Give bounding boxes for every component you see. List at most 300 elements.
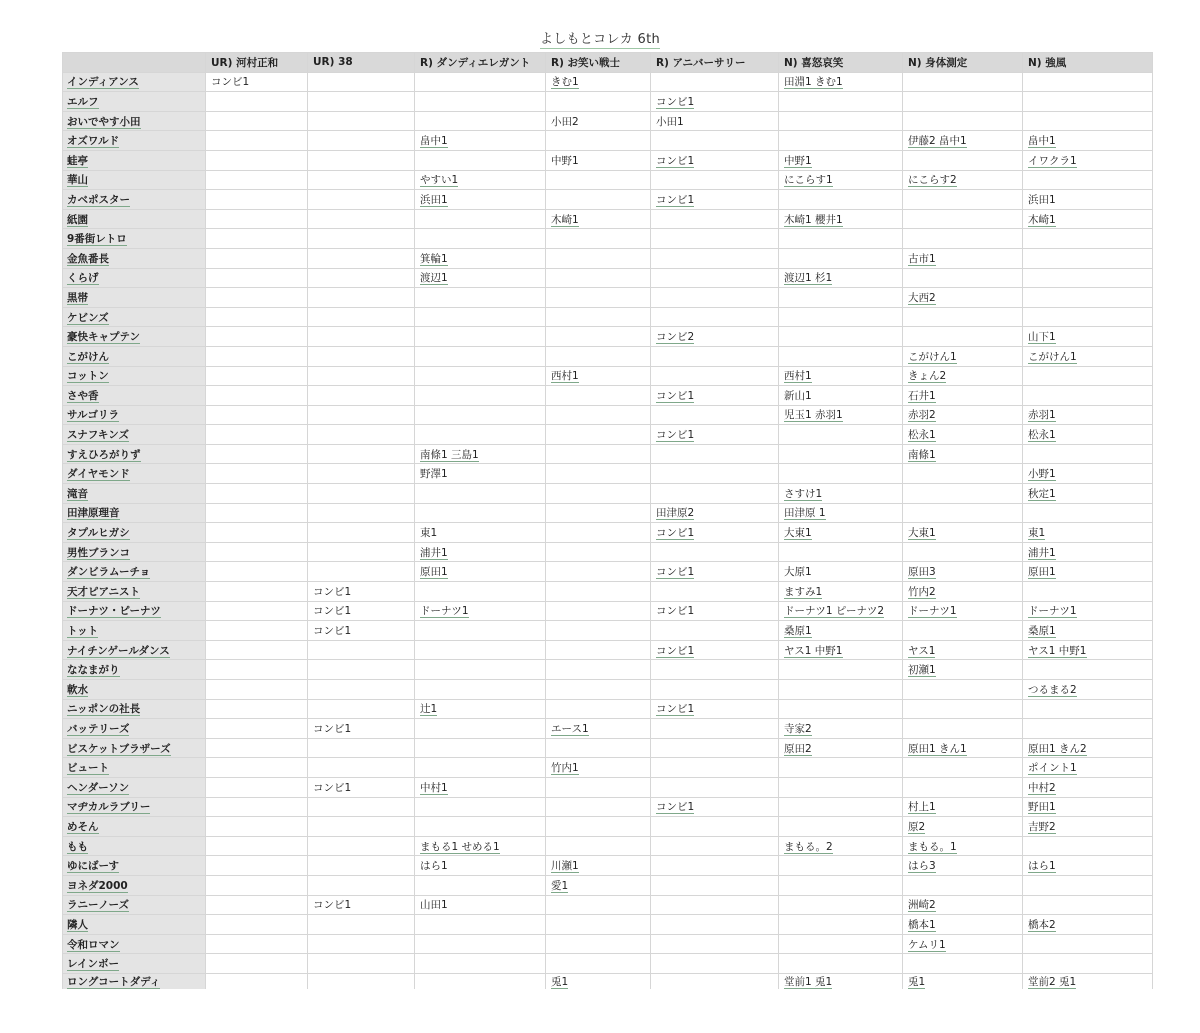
table-cell[interactable] xyxy=(415,170,546,190)
table-cell[interactable] xyxy=(903,915,1023,935)
table-cell[interactable] xyxy=(546,170,651,190)
table-cell[interactable] xyxy=(651,797,779,817)
table-cell[interactable] xyxy=(206,72,308,92)
table-cell[interactable] xyxy=(415,601,546,621)
table-cell[interactable] xyxy=(903,973,1023,989)
table-cell[interactable] xyxy=(779,523,903,543)
table-cell[interactable] xyxy=(546,131,651,151)
table-cell[interactable] xyxy=(651,973,779,989)
table-cell[interactable] xyxy=(206,660,308,680)
table-cell[interactable] xyxy=(206,934,308,954)
table-cell[interactable] xyxy=(903,346,1023,366)
table-cell[interactable] xyxy=(651,582,779,602)
table-cell[interactable] xyxy=(903,875,1023,895)
table-cell[interactable] xyxy=(206,738,308,758)
table-cell[interactable] xyxy=(651,366,779,386)
table-cell[interactable] xyxy=(206,386,308,406)
table-cell[interactable] xyxy=(206,444,308,464)
table-cell[interactable] xyxy=(1023,562,1153,582)
table-cell[interactable] xyxy=(308,327,415,347)
table-cell[interactable] xyxy=(651,170,779,190)
table-cell[interactable] xyxy=(1023,973,1153,989)
table-cell[interactable] xyxy=(206,268,308,288)
table-cell[interactable] xyxy=(546,954,651,974)
table-cell[interactable] xyxy=(546,875,651,895)
table-cell[interactable] xyxy=(903,229,1023,249)
table-cell[interactable] xyxy=(546,346,651,366)
table-cell[interactable] xyxy=(651,738,779,758)
table-cell[interactable] xyxy=(206,464,308,484)
table-cell[interactable] xyxy=(206,542,308,562)
table-cell[interactable] xyxy=(651,817,779,837)
table-cell[interactable] xyxy=(415,288,546,308)
table-cell[interactable] xyxy=(308,719,415,739)
table-cell[interactable] xyxy=(651,621,779,641)
table-cell[interactable] xyxy=(546,209,651,229)
table-cell[interactable] xyxy=(415,562,546,582)
table-cell[interactable] xyxy=(651,248,779,268)
table-cell[interactable] xyxy=(779,307,903,327)
table-cell[interactable] xyxy=(1023,680,1153,700)
table-cell[interactable] xyxy=(1023,307,1153,327)
table-cell[interactable] xyxy=(206,621,308,641)
table-cell[interactable] xyxy=(651,875,779,895)
table-cell[interactable] xyxy=(779,601,903,621)
table-cell[interactable] xyxy=(415,895,546,915)
table-cell[interactable] xyxy=(546,582,651,602)
table-cell[interactable] xyxy=(903,954,1023,974)
table-cell[interactable] xyxy=(779,366,903,386)
table-cell[interactable] xyxy=(206,111,308,131)
table-cell[interactable] xyxy=(779,111,903,131)
table-cell[interactable] xyxy=(546,405,651,425)
table-cell[interactable] xyxy=(308,640,415,660)
table-cell[interactable] xyxy=(903,366,1023,386)
table-cell[interactable] xyxy=(903,444,1023,464)
table-cell[interactable] xyxy=(1023,640,1153,660)
table-cell[interactable] xyxy=(651,640,779,660)
table-cell[interactable] xyxy=(903,523,1023,543)
table-cell[interactable] xyxy=(903,680,1023,700)
table-cell[interactable] xyxy=(651,934,779,954)
table-cell[interactable] xyxy=(206,229,308,249)
table-cell[interactable] xyxy=(903,836,1023,856)
table-cell[interactable] xyxy=(651,464,779,484)
table-cell[interactable] xyxy=(206,405,308,425)
table-cell[interactable] xyxy=(903,582,1023,602)
table-cell[interactable] xyxy=(1023,111,1153,131)
table-cell[interactable] xyxy=(546,699,651,719)
table-cell[interactable] xyxy=(903,895,1023,915)
table-cell[interactable] xyxy=(308,131,415,151)
table-cell[interactable] xyxy=(903,92,1023,112)
table-cell[interactable] xyxy=(415,640,546,660)
table-cell[interactable] xyxy=(651,503,779,523)
table-cell[interactable] xyxy=(415,915,546,935)
table-cell[interactable] xyxy=(206,915,308,935)
table-cell[interactable] xyxy=(903,503,1023,523)
table-cell[interactable] xyxy=(651,719,779,739)
table-cell[interactable] xyxy=(308,954,415,974)
table-cell[interactable] xyxy=(903,640,1023,660)
table-cell[interactable] xyxy=(546,150,651,170)
table-cell[interactable] xyxy=(206,582,308,602)
table-cell[interactable] xyxy=(546,562,651,582)
table-cell[interactable] xyxy=(415,484,546,504)
table-cell[interactable] xyxy=(1023,601,1153,621)
table-cell[interactable] xyxy=(651,288,779,308)
table-cell[interactable] xyxy=(415,680,546,700)
table-cell[interactable] xyxy=(903,817,1023,837)
table-cell[interactable] xyxy=(546,464,651,484)
table-cell[interactable] xyxy=(206,327,308,347)
table-cell[interactable] xyxy=(1023,719,1153,739)
table-cell[interactable] xyxy=(308,836,415,856)
table-cell[interactable] xyxy=(415,72,546,92)
table-cell[interactable] xyxy=(903,72,1023,92)
table-cell[interactable] xyxy=(903,660,1023,680)
table-cell[interactable] xyxy=(903,405,1023,425)
table-cell[interactable] xyxy=(546,484,651,504)
table-cell[interactable] xyxy=(308,268,415,288)
table-cell[interactable] xyxy=(1023,621,1153,641)
table-cell[interactable] xyxy=(415,346,546,366)
table-cell[interactable] xyxy=(651,111,779,131)
table-cell[interactable] xyxy=(206,503,308,523)
table-cell[interactable] xyxy=(415,934,546,954)
table-cell[interactable] xyxy=(1023,542,1153,562)
table-cell[interactable] xyxy=(779,934,903,954)
table-cell[interactable] xyxy=(779,797,903,817)
table-cell[interactable] xyxy=(903,464,1023,484)
table-cell[interactable] xyxy=(415,719,546,739)
table-cell[interactable] xyxy=(206,856,308,876)
table-cell[interactable] xyxy=(415,327,546,347)
table-cell[interactable] xyxy=(903,288,1023,308)
table-cell[interactable] xyxy=(308,425,415,445)
table-cell[interactable] xyxy=(546,444,651,464)
table-cell[interactable] xyxy=(546,895,651,915)
table-cell[interactable] xyxy=(308,797,415,817)
table-cell[interactable] xyxy=(415,92,546,112)
table-cell[interactable] xyxy=(415,190,546,210)
table-cell[interactable] xyxy=(415,131,546,151)
table-cell[interactable] xyxy=(651,268,779,288)
table-cell[interactable] xyxy=(206,875,308,895)
table-cell[interactable] xyxy=(308,444,415,464)
table-cell[interactable] xyxy=(779,229,903,249)
table-cell[interactable] xyxy=(779,973,903,989)
table-cell[interactable] xyxy=(779,150,903,170)
table-cell[interactable] xyxy=(415,444,546,464)
table-cell[interactable] xyxy=(206,973,308,989)
table-cell[interactable] xyxy=(651,915,779,935)
table-cell[interactable] xyxy=(651,758,779,778)
table-cell[interactable] xyxy=(546,601,651,621)
table-cell[interactable] xyxy=(903,307,1023,327)
table-cell[interactable] xyxy=(415,542,546,562)
table-cell[interactable] xyxy=(903,934,1023,954)
table-cell[interactable] xyxy=(308,209,415,229)
table-cell[interactable] xyxy=(1023,738,1153,758)
table-cell[interactable] xyxy=(903,856,1023,876)
table-cell[interactable] xyxy=(779,680,903,700)
table-cell[interactable] xyxy=(651,150,779,170)
table-cell[interactable] xyxy=(308,582,415,602)
table-cell[interactable] xyxy=(903,248,1023,268)
table-cell[interactable] xyxy=(206,817,308,837)
table-cell[interactable] xyxy=(206,954,308,974)
table-cell[interactable] xyxy=(415,111,546,131)
table-cell[interactable] xyxy=(206,562,308,582)
table-cell[interactable] xyxy=(415,523,546,543)
table-cell[interactable] xyxy=(206,836,308,856)
table-cell[interactable] xyxy=(903,699,1023,719)
table-cell[interactable] xyxy=(206,640,308,660)
table-cell[interactable] xyxy=(1023,386,1153,406)
table-cell[interactable] xyxy=(779,248,903,268)
table-cell[interactable] xyxy=(779,817,903,837)
table-cell[interactable] xyxy=(903,209,1023,229)
table-cell[interactable] xyxy=(779,444,903,464)
table-cell[interactable] xyxy=(1023,288,1153,308)
table-cell[interactable] xyxy=(308,601,415,621)
table-cell[interactable] xyxy=(651,836,779,856)
table-cell[interactable] xyxy=(308,738,415,758)
table-cell[interactable] xyxy=(1023,797,1153,817)
table-cell[interactable] xyxy=(546,72,651,92)
table-cell[interactable] xyxy=(1023,875,1153,895)
table-cell[interactable] xyxy=(779,92,903,112)
table-cell[interactable] xyxy=(779,895,903,915)
table-cell[interactable] xyxy=(415,777,546,797)
table-cell[interactable] xyxy=(903,758,1023,778)
table-cell[interactable] xyxy=(546,190,651,210)
table-cell[interactable] xyxy=(206,484,308,504)
table-cell[interactable] xyxy=(415,797,546,817)
table-cell[interactable] xyxy=(903,621,1023,641)
table-cell[interactable] xyxy=(1023,895,1153,915)
table-cell[interactable] xyxy=(651,386,779,406)
table-cell[interactable] xyxy=(779,699,903,719)
table-cell[interactable] xyxy=(779,660,903,680)
table-cell[interactable] xyxy=(651,895,779,915)
table-cell[interactable] xyxy=(308,660,415,680)
table-cell[interactable] xyxy=(415,229,546,249)
table-cell[interactable] xyxy=(308,464,415,484)
table-cell[interactable] xyxy=(903,190,1023,210)
table-cell[interactable] xyxy=(415,836,546,856)
table-cell[interactable] xyxy=(415,738,546,758)
table-cell[interactable] xyxy=(651,542,779,562)
table-cell[interactable] xyxy=(308,307,415,327)
table-cell[interactable] xyxy=(308,366,415,386)
table-cell[interactable] xyxy=(308,758,415,778)
table-cell[interactable] xyxy=(206,190,308,210)
table-cell[interactable] xyxy=(651,405,779,425)
table-cell[interactable] xyxy=(903,425,1023,445)
table-cell[interactable] xyxy=(308,150,415,170)
table-cell[interactable] xyxy=(903,170,1023,190)
table-cell[interactable] xyxy=(1023,503,1153,523)
table-cell[interactable] xyxy=(1023,170,1153,190)
table-cell[interactable] xyxy=(779,131,903,151)
table-cell[interactable] xyxy=(903,719,1023,739)
table-cell[interactable] xyxy=(308,346,415,366)
table-cell[interactable] xyxy=(206,601,308,621)
table-cell[interactable] xyxy=(206,307,308,327)
table-cell[interactable] xyxy=(1023,464,1153,484)
table-cell[interactable] xyxy=(1023,699,1153,719)
table-cell[interactable] xyxy=(546,523,651,543)
table-cell[interactable] xyxy=(1023,934,1153,954)
table-cell[interactable] xyxy=(415,248,546,268)
table-cell[interactable] xyxy=(308,72,415,92)
table-cell[interactable] xyxy=(415,758,546,778)
table-cell[interactable] xyxy=(415,699,546,719)
table-cell[interactable] xyxy=(1023,817,1153,837)
table-cell[interactable] xyxy=(206,425,308,445)
table-cell[interactable] xyxy=(779,719,903,739)
table-cell[interactable] xyxy=(1023,92,1153,112)
table-cell[interactable] xyxy=(651,209,779,229)
table-cell[interactable] xyxy=(415,386,546,406)
table-cell[interactable] xyxy=(415,856,546,876)
table-cell[interactable] xyxy=(546,817,651,837)
table-cell[interactable] xyxy=(546,503,651,523)
table-cell[interactable] xyxy=(903,268,1023,288)
table-cell[interactable] xyxy=(779,856,903,876)
table-cell[interactable] xyxy=(206,895,308,915)
table-cell[interactable] xyxy=(779,582,903,602)
table-cell[interactable] xyxy=(546,542,651,562)
table-cell[interactable] xyxy=(415,405,546,425)
table-cell[interactable] xyxy=(779,268,903,288)
table-cell[interactable] xyxy=(546,973,651,989)
table-cell[interactable] xyxy=(546,915,651,935)
table-cell[interactable] xyxy=(546,425,651,445)
table-cell[interactable] xyxy=(1023,444,1153,464)
table-cell[interactable] xyxy=(546,111,651,131)
table-cell[interactable] xyxy=(903,601,1023,621)
table-cell[interactable] xyxy=(779,640,903,660)
table-cell[interactable] xyxy=(1023,777,1153,797)
table-cell[interactable] xyxy=(206,719,308,739)
table-cell[interactable] xyxy=(1023,405,1153,425)
table-cell[interactable] xyxy=(903,111,1023,131)
table-cell[interactable] xyxy=(415,817,546,837)
table-cell[interactable] xyxy=(546,856,651,876)
table-cell[interactable] xyxy=(903,386,1023,406)
table-cell[interactable] xyxy=(308,92,415,112)
table-cell[interactable] xyxy=(308,288,415,308)
table-cell[interactable] xyxy=(546,288,651,308)
table-cell[interactable] xyxy=(903,327,1023,347)
table-cell[interactable] xyxy=(206,366,308,386)
table-cell[interactable] xyxy=(206,699,308,719)
table-cell[interactable] xyxy=(546,934,651,954)
table-cell[interactable] xyxy=(651,777,779,797)
table-cell[interactable] xyxy=(779,288,903,308)
table-cell[interactable] xyxy=(308,680,415,700)
table-cell[interactable] xyxy=(1023,131,1153,151)
table-cell[interactable] xyxy=(546,797,651,817)
table-cell[interactable] xyxy=(546,327,651,347)
table-cell[interactable] xyxy=(308,915,415,935)
table-cell[interactable] xyxy=(546,386,651,406)
table-cell[interactable] xyxy=(415,660,546,680)
table-cell[interactable] xyxy=(415,954,546,974)
table-cell[interactable] xyxy=(308,973,415,989)
table-cell[interactable] xyxy=(779,464,903,484)
table-cell[interactable] xyxy=(651,484,779,504)
table-cell[interactable] xyxy=(546,366,651,386)
table-cell[interactable] xyxy=(1023,582,1153,602)
table-cell[interactable] xyxy=(308,562,415,582)
table-cell[interactable] xyxy=(779,836,903,856)
table-cell[interactable] xyxy=(779,758,903,778)
table-cell[interactable] xyxy=(1023,915,1153,935)
table-cell[interactable] xyxy=(651,72,779,92)
table-cell[interactable] xyxy=(651,523,779,543)
table-cell[interactable] xyxy=(779,327,903,347)
table-cell[interactable] xyxy=(206,346,308,366)
table-cell[interactable] xyxy=(415,150,546,170)
table-cell[interactable] xyxy=(308,934,415,954)
table-cell[interactable] xyxy=(308,856,415,876)
table-cell[interactable] xyxy=(1023,425,1153,445)
table-cell[interactable] xyxy=(206,150,308,170)
table-cell[interactable] xyxy=(779,72,903,92)
table-cell[interactable] xyxy=(651,425,779,445)
table-cell[interactable] xyxy=(1023,327,1153,347)
table-cell[interactable] xyxy=(903,738,1023,758)
table-cell[interactable] xyxy=(779,777,903,797)
table-cell[interactable] xyxy=(308,405,415,425)
table-cell[interactable] xyxy=(651,954,779,974)
table-cell[interactable] xyxy=(1023,484,1153,504)
table-cell[interactable] xyxy=(415,503,546,523)
table-cell[interactable] xyxy=(308,229,415,249)
table-cell[interactable] xyxy=(779,503,903,523)
table-cell[interactable] xyxy=(546,621,651,641)
table-cell[interactable] xyxy=(779,190,903,210)
table-cell[interactable] xyxy=(903,131,1023,151)
table-cell[interactable] xyxy=(1023,150,1153,170)
table-cell[interactable] xyxy=(779,209,903,229)
table-cell[interactable] xyxy=(546,660,651,680)
table-cell[interactable] xyxy=(651,131,779,151)
table-cell[interactable] xyxy=(1023,346,1153,366)
table-cell[interactable] xyxy=(206,288,308,308)
table-cell[interactable] xyxy=(1023,523,1153,543)
table-cell[interactable] xyxy=(308,777,415,797)
table-cell[interactable] xyxy=(308,542,415,562)
table-cell[interactable] xyxy=(415,425,546,445)
table-cell[interactable] xyxy=(1023,268,1153,288)
table-cell[interactable] xyxy=(308,895,415,915)
table-cell[interactable] xyxy=(903,562,1023,582)
table-cell[interactable] xyxy=(308,386,415,406)
table-cell[interactable] xyxy=(903,542,1023,562)
table-cell[interactable] xyxy=(206,777,308,797)
table-cell[interactable] xyxy=(206,248,308,268)
table-cell[interactable] xyxy=(308,523,415,543)
table-cell[interactable] xyxy=(308,190,415,210)
table-cell[interactable] xyxy=(415,621,546,641)
table-cell[interactable] xyxy=(779,875,903,895)
table-cell[interactable] xyxy=(1023,209,1153,229)
